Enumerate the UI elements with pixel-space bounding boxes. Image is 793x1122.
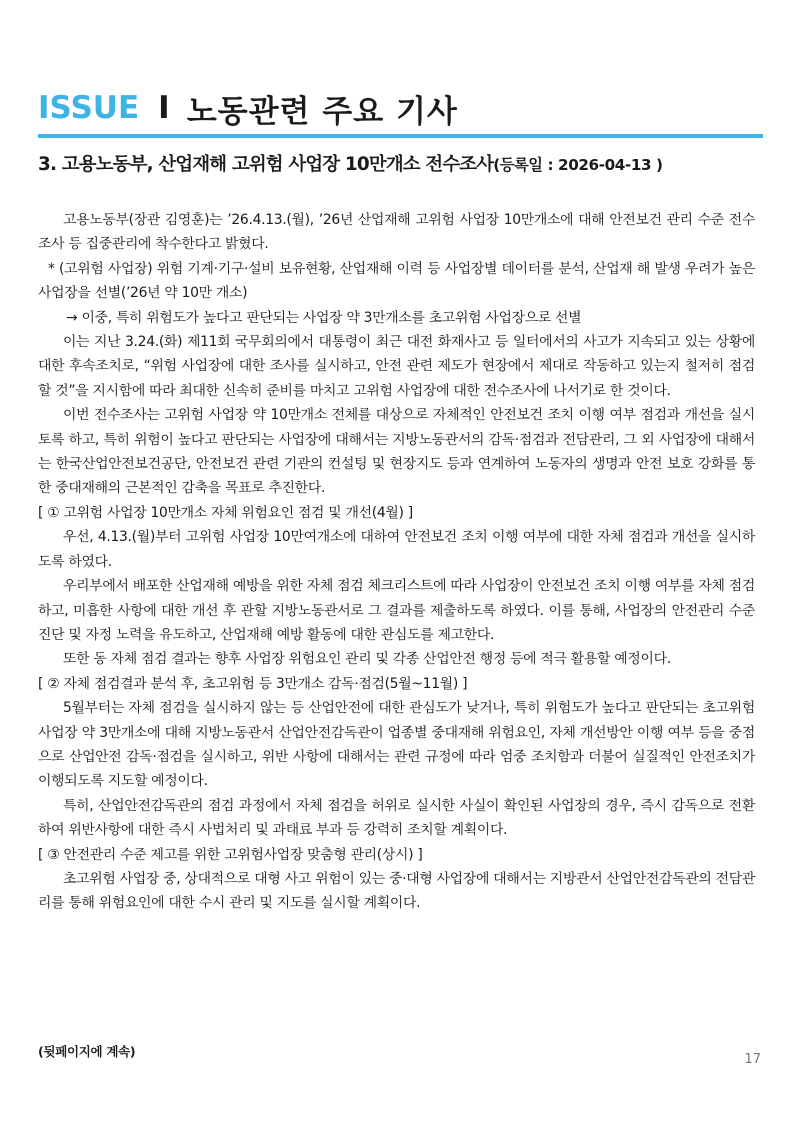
registration-date: (등록일 : 2026-04-13 ) (493, 156, 663, 174)
continue-note: (뒷페이지에 계속) (38, 1044, 136, 1059)
body-paragraph: 특히, 산업안전감독관의 점검 과정에서 자체 점검을 허위로 실시한 사실이 확인된 사업장의 경우, 즉시 감독으로 전환하여 위반사항에 대한 즉시 사법처리 및 과태료 부과 등 강력히 조치할 계획이다. (38, 797, 755, 839)
body-paragraph: 우리부에서 배포한 산업재해 예방을 위한 자체 점검 체크리스트에 따라 사업장이 안전보건 조치 이행 여부를 자체 점검하고, 미흡한 사항에 대한 개선 후 관할 지방노동관서로 그 결과를 제출하도록 하였다. 이를 통해, 사업장의 안전관리 수준 진단 및 자정 노력을 유도하고, 산업재해 예방 활동에 대한 관심도를 제고한다. (38, 578, 755, 643)
header-divider (38, 134, 763, 138)
subsection-heading: [ ① 고위험 사업장 10만개소 자체 위험요인 점검 및 개선(4월) ] (38, 504, 413, 521)
body-paragraph: 또한 동 자체 점검 결과는 향후 사업장 위험요인 관리 및 각종 산업안전 행정 등에 적극 활용할 예정이다. (63, 651, 671, 668)
body-paragraph: 우선, 4.13.(월)부터 고위험 사업장 10만여개소에 대하여 안전보건 조치 이행 여부에 대한 자체 점검과 개선을 실시하도록 하였다. (38, 529, 755, 570)
article-title (38, 150, 763, 176)
subsection-heading: [ ② 자체 점검결과 분석 후, 초고위험 등 3만개소 감독·점검(5월~11월) ] (38, 675, 468, 692)
header-separator: I (158, 90, 170, 126)
body-paragraph: 초고위험 사업장 중, 상대적으로 대형 사고 위험이 있는 중·대형 사업장에 대해서는 지방관서 산업안전감독관의 전담관리를 통해 위험요인에 대한 수시 관리 및 지도를 실시할 계획이다. (38, 870, 755, 912)
section-header (38, 84, 458, 132)
body-paragraph: 5월부터는 자체 점검을 실시하지 않는 등 산업안전에 대한 관심도가 낮거나, 특히 위험도가 높다고 판단되는 초고위험 사업장 약 3만개소에 대해 지방노동관서 산업안전감독관이 업종별 중대재해 위험요인, 자체 개선방안 이행 여부 등을 중점으로 산업안전 감독·점검을 실시하고, 위반 사항에 대해서는 관련 규정에 따라 엄중 조치함과 더불어 실질적인 안전조치가 이행되도록 지도할 예정이다. (38, 700, 755, 790)
issue-label: ISSUE (38, 90, 140, 126)
body-paragraph: 이는 지난 3.24.(화) 제11회 국무회의에서 대통령이 최근 대전 화재사고 등 일터에서의 사고가 지속되고 있는 상황에 대한 후속조치로, “위험 사업장에 대한 조사를 실시하고, 안전 관련 제도가 현장에서 제대로 작동하고 있는지 철저히 점검할 것”을 지시함에 따라 최대한 신속히 준비를 마치고 고위험 사업장에 대한 전수조사에 나서기로 한 것이다. (38, 334, 755, 399)
subsection-heading: [ ③ 안전관리 수준 제고를 위한 고위험사업장 맞춤형 관리(상시) ] (38, 846, 423, 863)
arrow-note: → 이중, 특히 위험도가 높다고 판단되는 사업장 약 3만개소를 초고위험 사업장으로 선별 (66, 309, 582, 326)
article-title-text: 3. 고용노동부, 산업재해 고위험 사업장 10만개소 전수조사 (38, 154, 494, 175)
body-paragraph: 이번 전수조사는 고위험 사업장 약 10만개소 전체를 대상으로 자체적인 안전보건 조치 이행 여부 점검과 개선을 실시토록 하고, 특히 위험이 높다고 판단되는 사업장에 대해서는 지방노동관서의 감독·점검과 전담관리, 그 외 사업장에 대해서는 한국산업안전보건공단, 안전보건 관련 기관의 컨설팅 및 현장지도 등과 연계하여 노동자의 생명과 안전 보호 강화를 통한 중대재해의 근본적인 감축을 목표로 추진한다. (38, 407, 755, 497)
page-number: 17 (744, 1052, 761, 1067)
body-paragraph: 고용노동부(장관 김영훈)는 ’26.4.13.(월), ’26년 산업재해 고위험 사업장 10만개소에 대해 안전보건 관리 수준 전수조사 등 집중관리에 착수한다고 밝혔다. (38, 212, 755, 253)
footnote-paragraph: * (고위험 사업장) 위험 기계·기구·설비 보유현황, 산업재해 이력 등 사업장별 데이터를 분석, 산업재 해 발생 우려가 높은 사업장을 선별(’26년 약 10만 개소) (38, 260, 755, 302)
section-title: 노동관련 주요 기사 (186, 93, 458, 130)
article-body (38, 208, 755, 916)
